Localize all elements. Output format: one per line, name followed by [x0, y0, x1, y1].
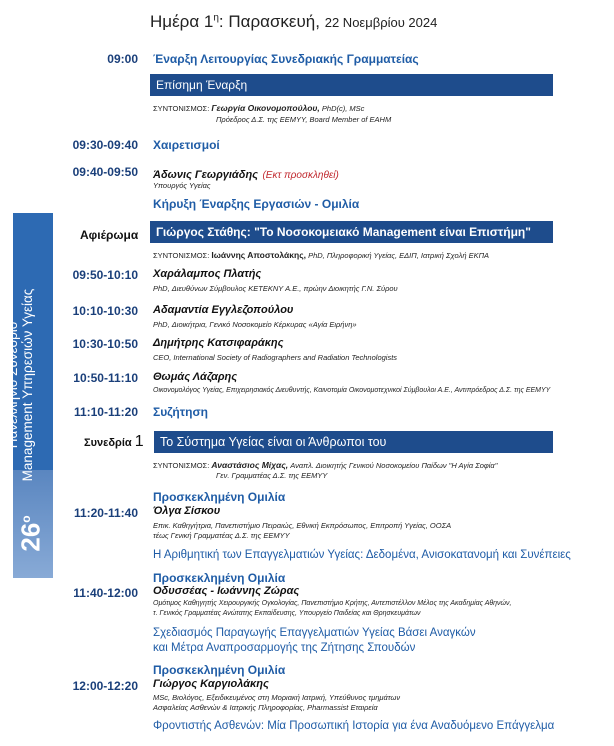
edition-number: $26^o$ [15, 515, 46, 552]
speaker: Γιώργος Καργιολάκης [153, 678, 269, 690]
coordinator: ΣΥΝΤΟΝΙΣΜΟΣ: Ιωάννης Αποστολάκης, PhD, Πληροφορική Υγείας, ΕΔΙΠ, Ιατρική Σχολή ΕΚΠΑ [153, 250, 490, 260]
speaker: Δημήτρης Κατσιφαράκης [153, 337, 284, 349]
talk-title: Φροντιστής Ασθενών: Μία Προσωπική Ιστορία για ένα Αναδυόμενο Επάγγελμα [153, 720, 555, 732]
speaker-role: τ. Γενικός Γραμματέας Ανώτατης Εκπαίδευσης, Υπουργείο Παιδείας και Θρησκευμάτων [153, 610, 421, 617]
speaker-role: Οικονομολόγος Υγείας, Επιχειρησιακός Διευθυντής, Καινοτομία Οικονομοτεχνικοί Σύμβουλοι Α.Ε., Αντιπρόεδρος Δ.Σ. της ΕΕΜΥΥ [153, 387, 551, 394]
talk-title: Κήρυξη Έναρξης Εργασιών - Ομιλία [153, 197, 360, 211]
section-bar: Επίσημη Έναρξη [150, 74, 553, 96]
coordinator: ΣΥΝΤΟΝΙΣΜΟΣ: Αναστάσιος Μίχας, Αναπλ. Διοικητής Γενικού Νοσοκομείου Παίδων "Η Αγία Σοφία" [153, 460, 498, 470]
time-slot: 12:00-12:20 [72, 679, 138, 693]
speaker-role: Ασφαλείας Ασθενών & Ιατρικής Πληροφορίας, Pharmassist Εταιρεία [153, 703, 378, 712]
page-title: Ημέρα $1^\eta$: Παρασκευή, 22 Νοεμβρίου 2024 [150, 12, 438, 31]
side-banner-text: Πανελλήνιο Συνέδριο Management Υπηρεσιών Υγείας [5, 288, 35, 482]
afieroma-label: Αφιέρωμα [80, 228, 139, 242]
invited-talk-label: Προσκεκλημένη Ομιλία [153, 663, 286, 677]
time-slot: 11:10-11:20 [73, 405, 138, 419]
speaker: Θωμάς Λάζαρης [153, 371, 238, 383]
session-label: Συνεδρία 1 [84, 433, 144, 450]
invited-talk-label: Προσκεκλημένη Ομιλία [153, 571, 286, 585]
speaker-role: CEO, International Society of Radiographers and Radiation Technologists [153, 353, 398, 362]
coordinator: ΣΥΝΤΟΝΙΣΜΟΣ: Γεωργία Οικονομοπούλου, PhD(c), MSc [153, 103, 365, 113]
speaker: Χαράλαμπος Πλατής [153, 268, 262, 280]
time-slot: 10:50-11:10 [73, 371, 138, 385]
speaker-role: Υπουργός Υγείας [153, 181, 211, 190]
speaker: Άδωνις Γεωργιάδης (Εκτ προσκληθεί) [153, 169, 339, 181]
speaker-role: τέως Γενική Γραμματέας Δ.Σ. της ΕΕΜΥΥ [153, 531, 290, 540]
speaker-role: Ομότιμος Καθηγητής Χειρουργικής Ογκολογίας, Πανεπιστήμιο Κρήτης, Αντεπιστέλλον Μέλος της Ακαδημίας Αθηνών, [153, 600, 512, 607]
speaker: Όλγα Σίσκου [153, 505, 221, 517]
time-slot: 10:10-10:30 [72, 304, 138, 318]
speaker-role: PhD, Διευθύνων Σύμβουλος ΚΕΤΕΚΝΥ Α.Ε., πρώην Διοικητής Γ.Ν. Σύρου [153, 284, 398, 293]
session-title: Συζήτηση [153, 405, 208, 419]
speaker-role: PhD, Διοικήτρια, Γενικό Νοσοκομείο Κέρκυρας «Αγία Ειρήνη» [153, 320, 357, 329]
time-slot: 11:20-11:40 [73, 506, 138, 520]
section-bar: Το Σύστημα Υγείας είναι οι Άνθρωποι του [154, 431, 553, 453]
time-slot: 11:40-12:00 [73, 586, 138, 600]
time-slot: 09:30-09:40 [72, 138, 138, 152]
speaker: Αδαμαντία Εγγλεζοπούλου [153, 304, 294, 316]
time-slot: 09:00 [107, 52, 138, 66]
time-slot: 10:30-10:50 [72, 337, 138, 351]
session-title: Χαιρετισμοί [153, 138, 220, 152]
speaker-role: MSc, Βιολόγος, Εξειδικευμένος στη Μοριακή Ιατρική, Υπεύθυνος τμημάτων [153, 693, 401, 702]
session-title: Έναρξη Λειτουργίας Συνεδριακής Γραμματείας [153, 52, 419, 66]
time-slot: 09:40-09:50 [72, 165, 138, 179]
talk-title: Σχεδιασμός Παραγωγής Επαγγελματιών Υγείας Βάσει Αναγκών [153, 627, 476, 639]
speaker-role: Επικ. Καθηγήτρια, Πανεπιστήμιο Πειραιώς, Εθνική Εκπρόσωπος, Επιτροπή Υγείας, ΟΟΣΑ [153, 521, 452, 530]
coordinator-role: Πρόεδρος Δ.Σ. της ΕΕΜΥΥ, Board Member of EAHM [216, 115, 392, 124]
section-bar: Γιώργος Στάθης: "Το Νοσοκομειακό Management είναι Επιστήμη" [150, 221, 553, 243]
speaker: Οδυσσέας - Ιωάννης Ζώρας [153, 585, 300, 597]
talk-title: Η Αριθμητική των Επαγγελματιών Υγείας: Δεδομένα, Ανισοκατανομή και Συνέπειες [153, 549, 571, 561]
coordinator-role: Γεν. Γραμματέας Δ.Σ. της ΕΕΜΥΥ [216, 471, 328, 480]
invited-talk-label: Προσκεκλημένη Ομιλία [153, 490, 286, 504]
time-slot: 09:50-10:10 [72, 268, 138, 282]
talk-title: και Μέτρα Αναπροσαρμογής της Ζήτησης Σπουδών [153, 642, 416, 654]
